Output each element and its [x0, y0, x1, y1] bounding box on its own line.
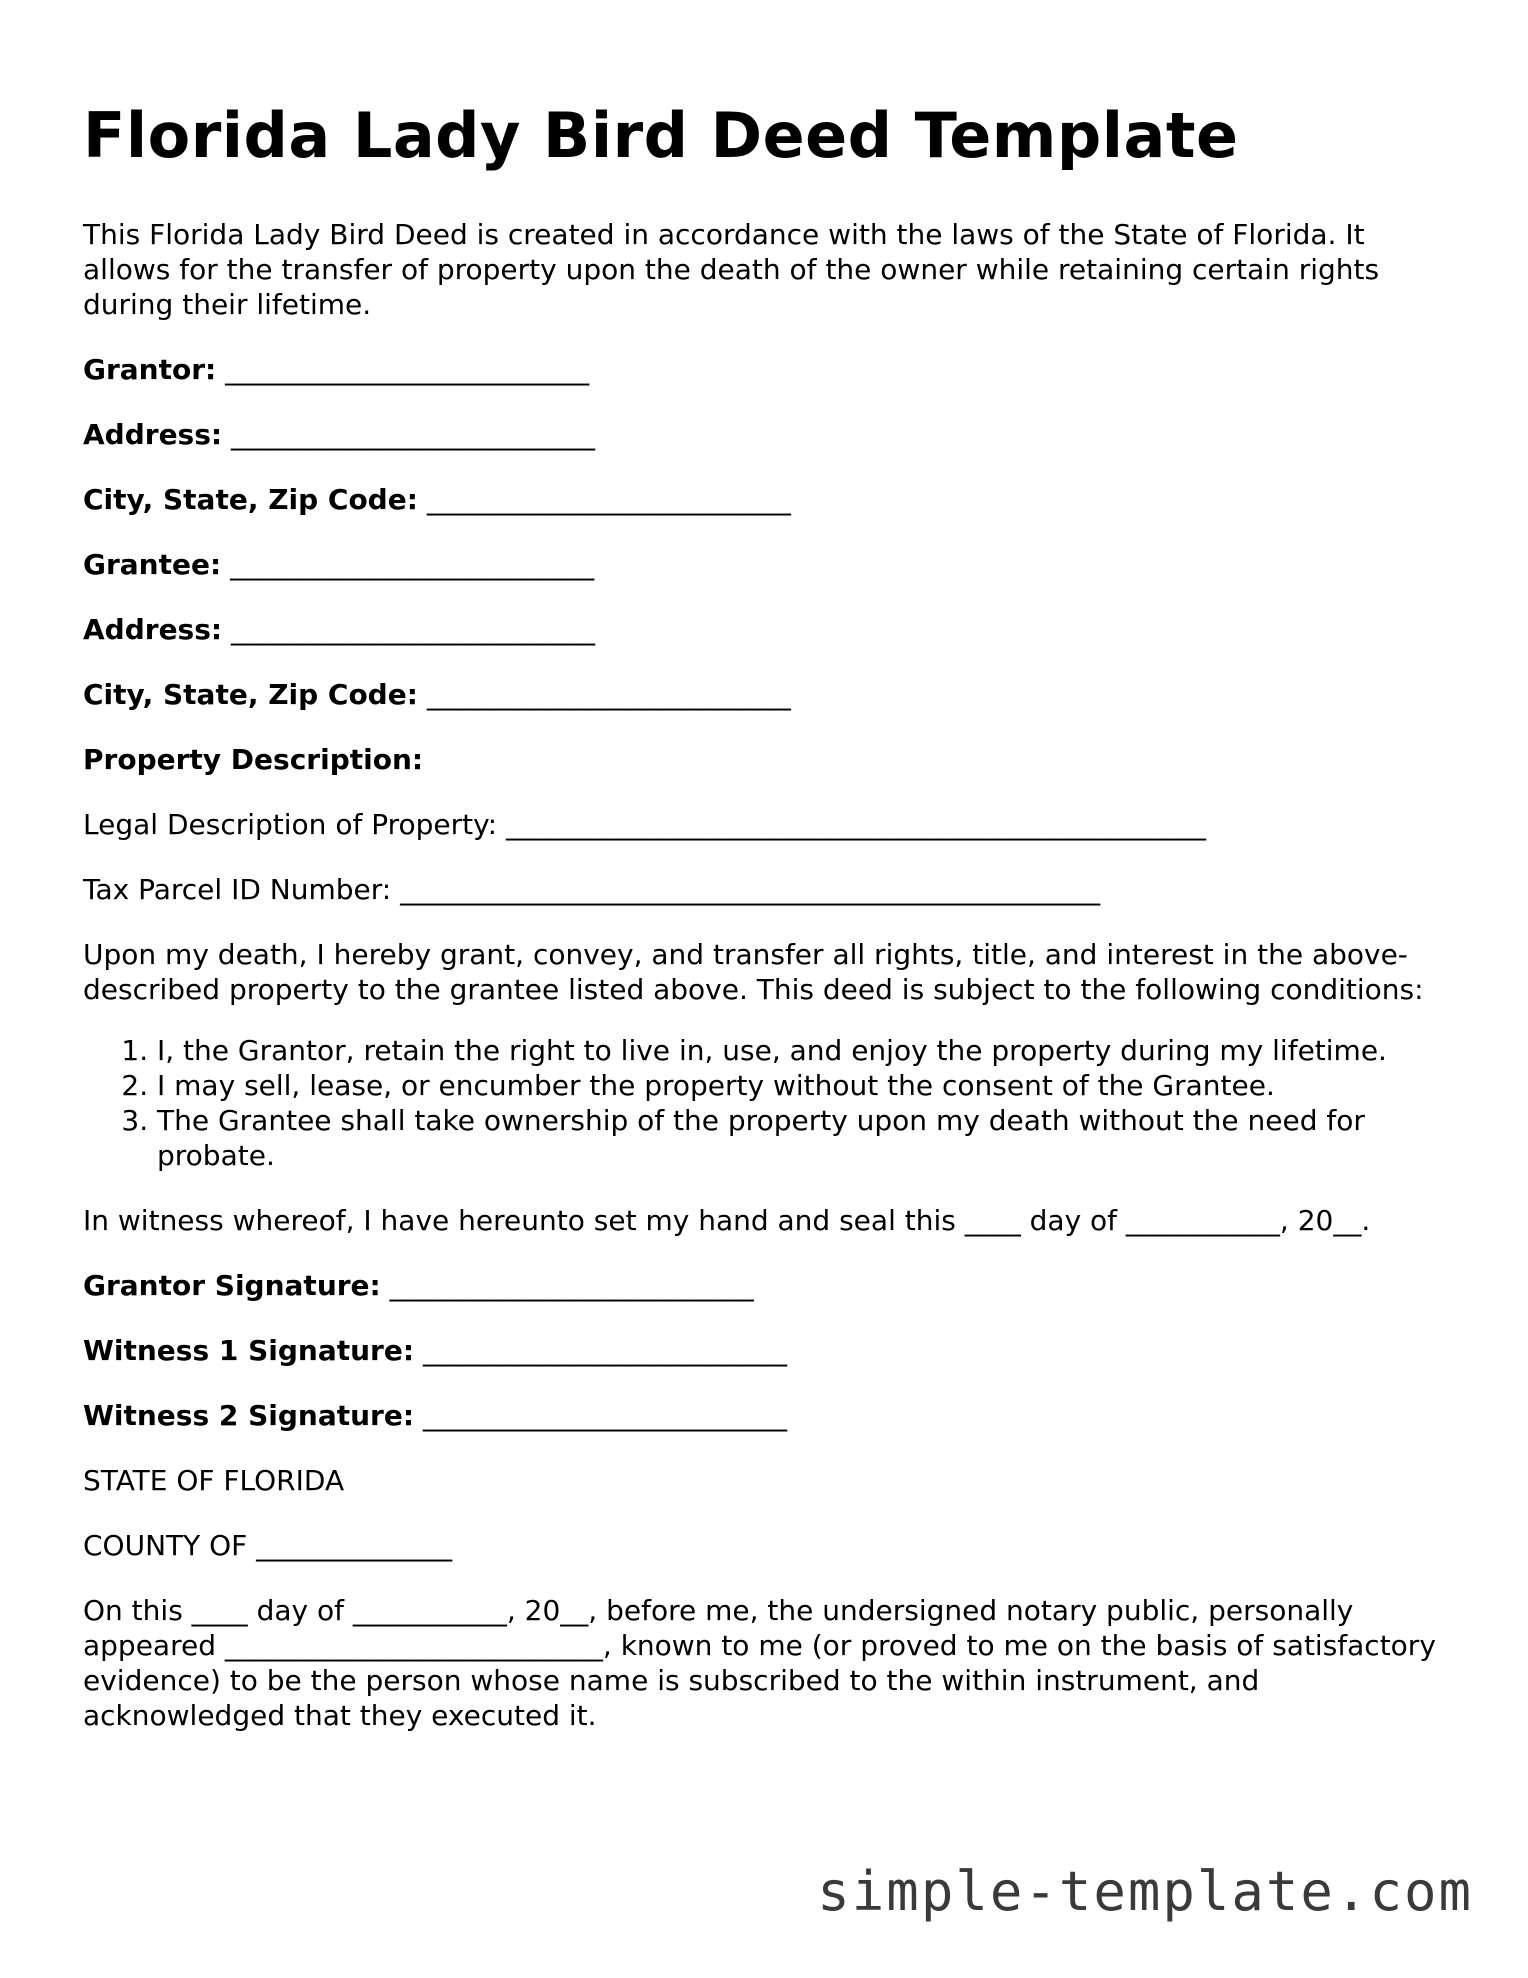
notary-paragraph: On this ____ day of ___________, 20__, before me, the undersigned notary public, personally appeared ___________________________, known to me (or proved to me on the basis of satisfactory evidence) to be the person whose name is subscribed to the within instrument, and acknowledged that they executed it. [83, 1594, 1436, 1733]
grantor-label: Grantor: [83, 353, 217, 387]
grantee-address-blank[interactable]: __________________________ [231, 613, 595, 647]
grantor-address-field [83, 417, 1443, 452]
grantee-city-label: City, State, Zip Code: [83, 678, 418, 712]
tax-parcel-label: Tax Parcel ID Number: [83, 873, 392, 907]
grantor-address-blank[interactable]: __________________________ [231, 418, 595, 452]
grantee-address-field [83, 612, 1443, 647]
witness2-signature-blank[interactable]: __________________________ [422, 1399, 787, 1433]
witness1-signature-field [83, 1333, 1443, 1368]
condition-item: 1. I, the Grantor, retain the right to live in, use, and enjoy the property during my lifetime. [157, 1033, 1443, 1068]
grantee-label: Grantee: [83, 548, 222, 582]
witness1-signature-label: Witness 1 Signature: [83, 1334, 415, 1368]
watermark: simple-template.com [817, 1860, 1473, 1923]
condition-item: 3. The Grantee shall take ownership of the property upon my death without the need for probate. [157, 1103, 1443, 1173]
legal-description-field [83, 807, 1443, 842]
grantor-signature-blank[interactable]: __________________________ [389, 1269, 754, 1303]
tax-parcel-blank[interactable]: __________________________________________________ [400, 873, 1101, 907]
witness2-signature-field [83, 1398, 1443, 1433]
intro-paragraph: This Florida Lady Bird Deed is created in accordance with the laws of the State of Florida. It allows for the transfer of property upon the death of the owner while retaining certain rights during their lifetime. [83, 218, 1380, 322]
tax-parcel-field [83, 872, 1443, 907]
grantee-city-blank[interactable]: __________________________ [426, 678, 791, 712]
grantee-blank[interactable]: __________________________ [230, 548, 595, 582]
grantor-field [83, 352, 1443, 387]
county-line: COUNTY OF ______________ [83, 1529, 453, 1563]
grantee-city-field [83, 677, 1443, 712]
grantor-city-label: City, State, Zip Code: [83, 483, 418, 517]
legal-description-blank[interactable]: __________________________________________________ [506, 808, 1206, 842]
property-heading-row [83, 742, 1443, 777]
grantee-field [83, 547, 1443, 582]
document-title: Florida Lady Bird Deed Template [83, 99, 1239, 172]
witness1-signature-blank[interactable]: __________________________ [422, 1334, 787, 1368]
grantor-blank[interactable]: __________________________ [225, 353, 590, 387]
document-page [83, 100, 1443, 1763]
state-line: STATE OF FLORIDA [83, 1464, 345, 1498]
grantor-city-blank[interactable]: __________________________ [426, 483, 791, 517]
grantor-address-label: Address: [83, 418, 223, 452]
property-heading: Property Description: [83, 743, 424, 777]
grantor-city-field [83, 482, 1443, 517]
witness2-signature-label: Witness 2 Signature: [83, 1399, 415, 1433]
witness-paragraph: In witness whereof, I have hereunto set my hand and seal this ____ day of ___________, 20__. [83, 1204, 1371, 1238]
grantee-address-label: Address: [83, 613, 223, 647]
condition-item: 2. I may sell, lease, or encumber the property without the consent of the Grantee. [157, 1068, 1443, 1103]
grant-paragraph: Upon my death, I hereby grant, convey, and transfer all rights, title, and interest in the above-described property to the grantee listed above. This deed is subject to the following conditions: [83, 938, 1424, 1007]
conditions-list [83, 1033, 1443, 1173]
grantor-signature-label: Grantor Signature: [83, 1269, 381, 1303]
legal-description-label: Legal Description of Property: [83, 808, 498, 842]
grantor-signature-field [83, 1268, 1443, 1303]
